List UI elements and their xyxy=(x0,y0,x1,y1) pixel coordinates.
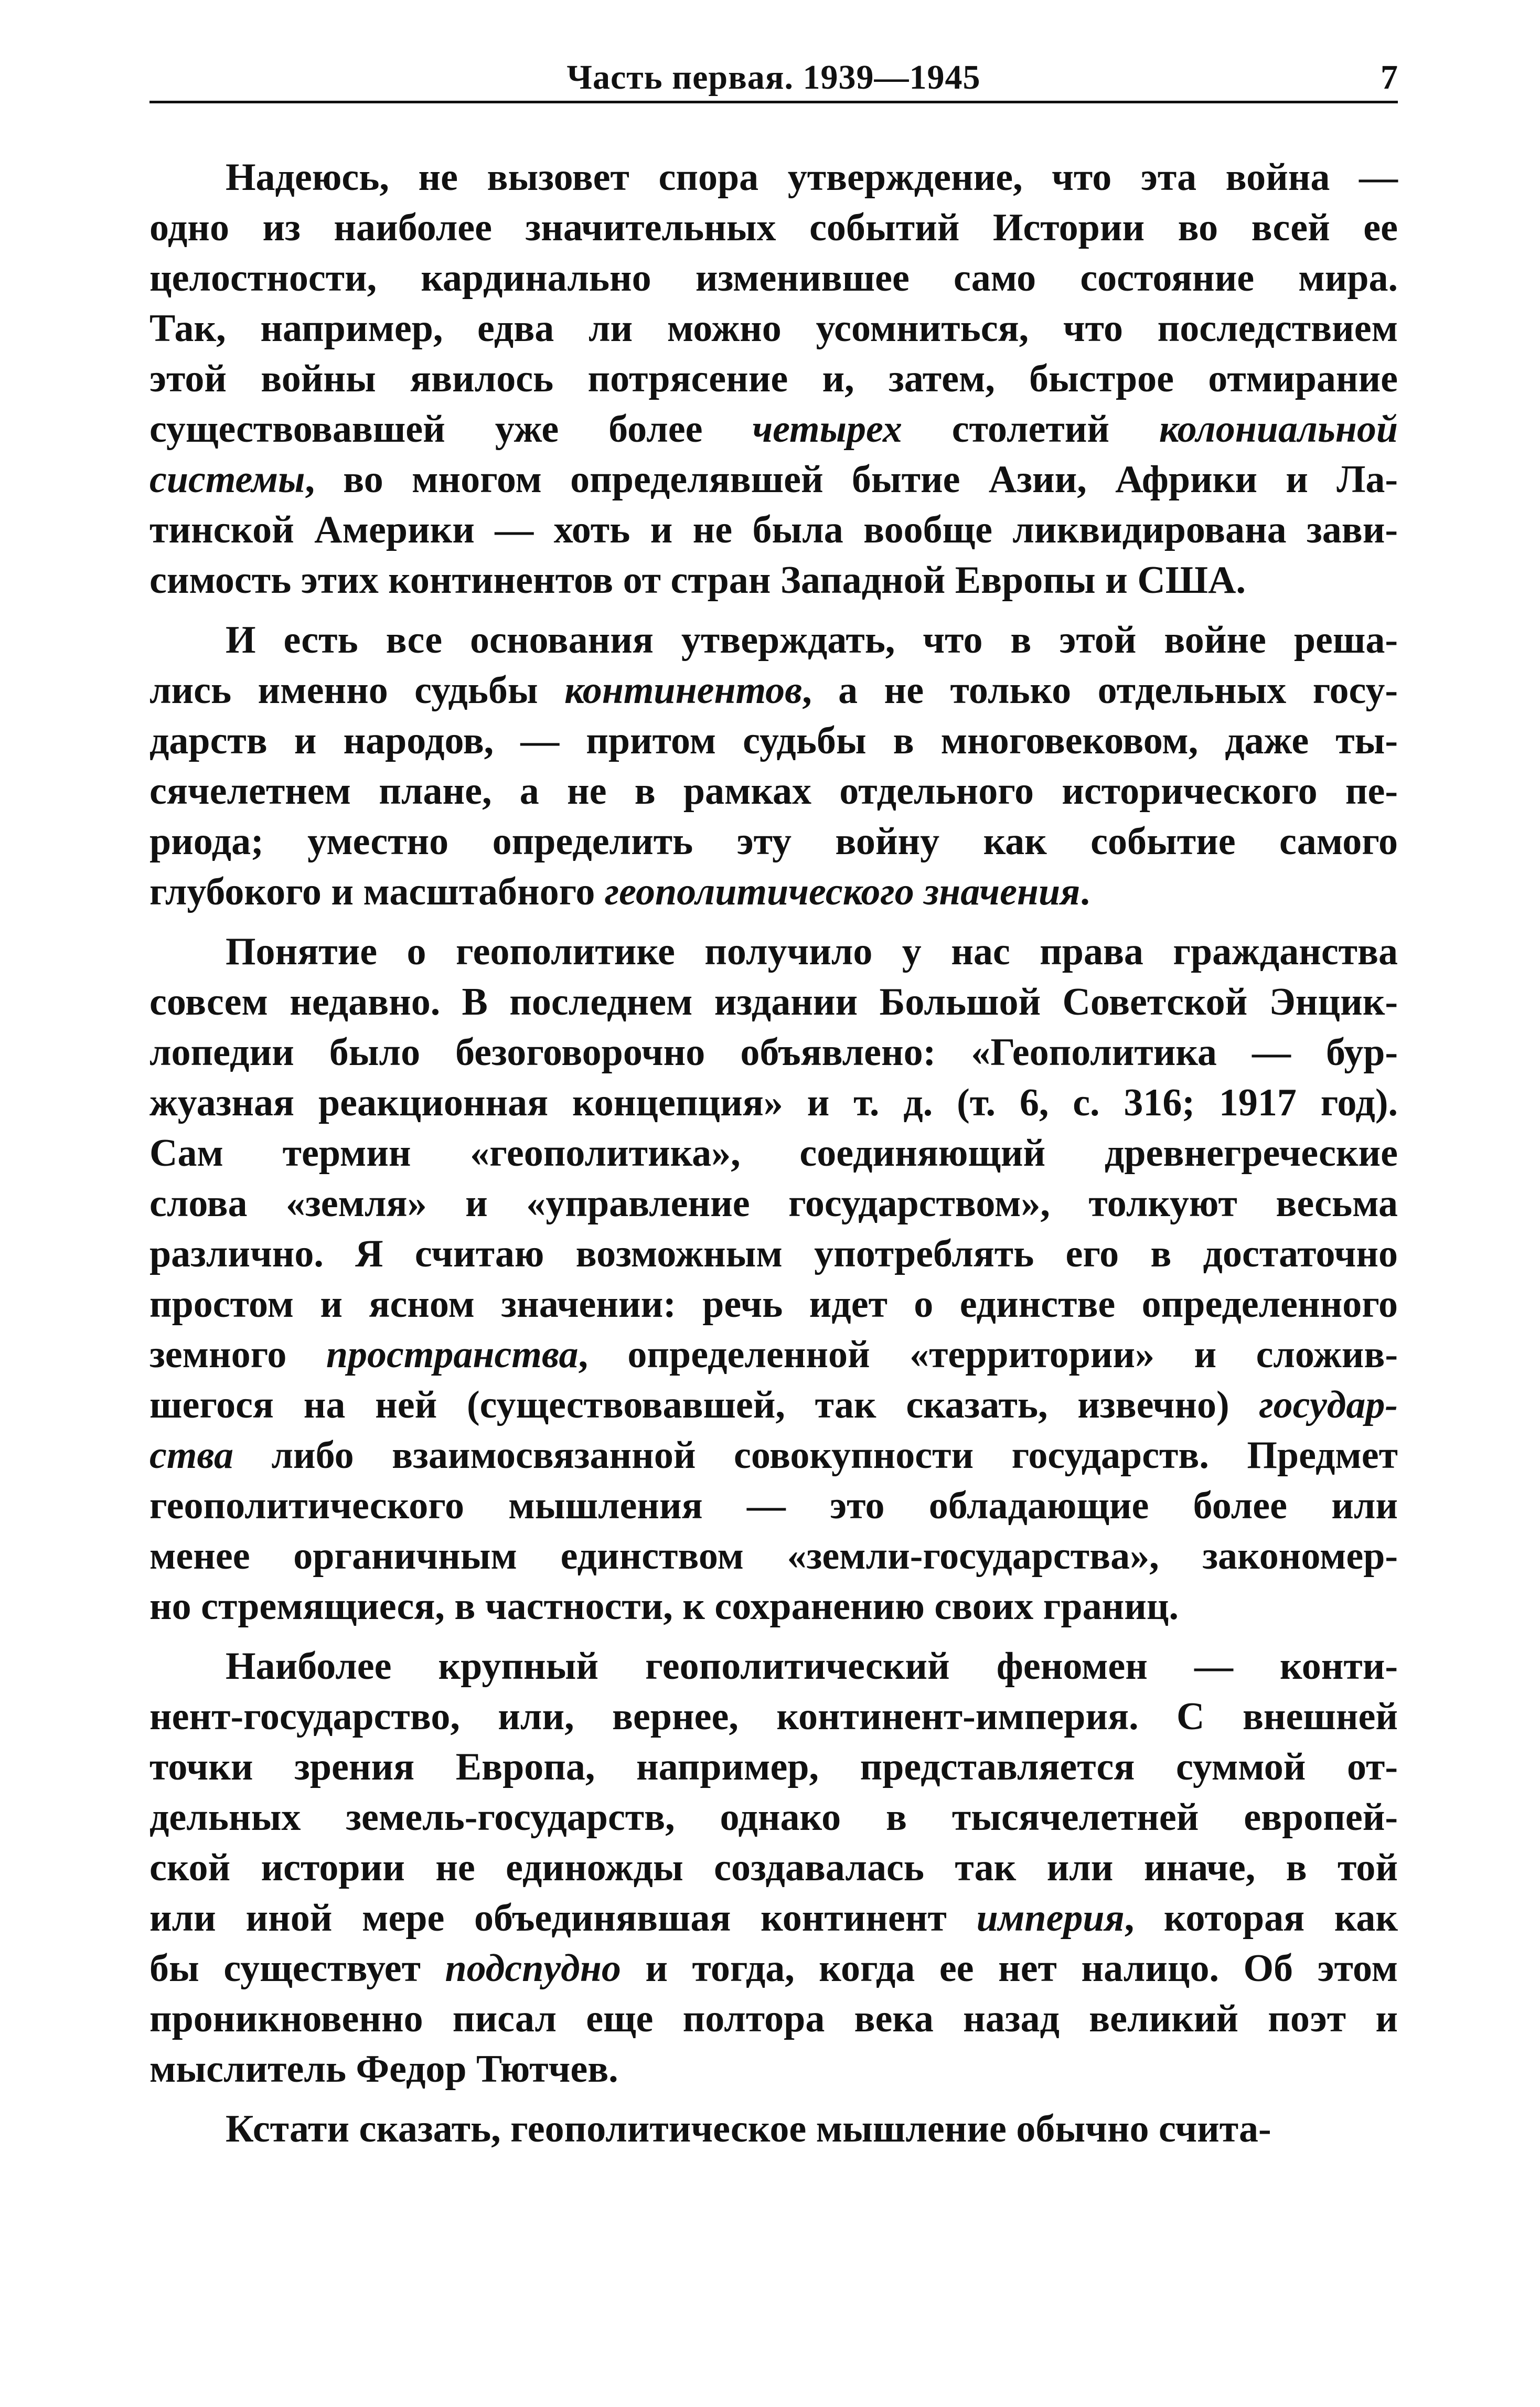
text-segment: точки зрения Европа, например, представляется суммой от- xyxy=(149,1745,1398,1788)
text-segment: и тогда, когда ее нет налицо. Об этом xyxy=(621,1947,1398,1990)
text-line xyxy=(149,1279,1398,1329)
text-segment: Наиболее крупный геополитический феномен — конти- xyxy=(226,1645,1398,1688)
running-title: Часть первая. 1939—1945 xyxy=(566,58,981,97)
text-line xyxy=(149,1178,1398,1229)
text-segment: или иной мере объединявшая континент xyxy=(149,1897,977,1940)
text-segment: сячелетнем плане, а не в рамках отдельного исторического пе- xyxy=(149,770,1398,813)
text-line xyxy=(149,1742,1398,1792)
italic-text: четырех xyxy=(752,408,902,451)
text-segment: . xyxy=(1080,870,1090,913)
text-line xyxy=(149,354,1398,404)
text-segment: ской истории не единожды создавалась так или иначе, в той xyxy=(149,1846,1398,1889)
paragraph xyxy=(149,926,1398,1632)
text-line xyxy=(149,926,1398,977)
text-segment: лопедии было безоговорочно объявлено: «Геополитика — бур- xyxy=(149,1031,1398,1074)
text-line xyxy=(149,1943,1398,1994)
text-line xyxy=(149,1329,1398,1380)
text-segment: Надеюсь, не вызовет спора утверждение, что эта война — xyxy=(226,156,1398,199)
text-segment: , а не только отдельных госу- xyxy=(802,669,1398,712)
text-line xyxy=(149,555,1398,605)
italic-text: системы xyxy=(149,458,305,501)
text-segment: риода; уместно определить эту войну как событие самого xyxy=(149,820,1398,863)
text-segment: тинской Америки — хоть и не была вообще ликвидирована зави- xyxy=(149,508,1398,551)
text-line xyxy=(149,1691,1398,1742)
text-line xyxy=(149,1792,1398,1842)
text-segment: различно. Я считаю возможным употреблять его в достаточно xyxy=(149,1232,1398,1275)
text-segment: Так, например, едва ли можно усомниться, что последствием xyxy=(149,307,1398,350)
text-segment: столетий xyxy=(902,408,1159,451)
text-segment: существовавшей уже более xyxy=(149,408,753,451)
text-segment: Кстати сказать, геополитическое мышление обычно счита- xyxy=(226,2107,1271,2150)
text-segment: Понятие о геополитике получило у нас права гражданства xyxy=(226,930,1398,973)
text-segment: шегося на ней (существовавшей, так сказать, извечно) xyxy=(149,1383,1259,1426)
text-segment: либо взаимосвязанной совокупности государств. Предмет xyxy=(233,1434,1398,1477)
text-line xyxy=(149,716,1398,766)
text-segment: простом и ясном значении: речь идет о единстве определенного xyxy=(149,1283,1398,1326)
text-line xyxy=(149,1581,1398,1632)
text-line xyxy=(149,1078,1398,1128)
text-line xyxy=(149,1027,1398,1078)
text-line xyxy=(149,253,1398,303)
text-segment: совсем недавно. В последнем издании Большой Советской Энцик- xyxy=(149,981,1398,1024)
italic-text: ства xyxy=(149,1434,233,1477)
text-segment: Сам термин «геополитика», соединяющий древнегреческие xyxy=(149,1132,1398,1175)
text-line xyxy=(149,2104,1398,2154)
italic-text: колониальной xyxy=(1159,408,1398,451)
text-line xyxy=(149,1128,1398,1178)
text-segment: проникновенно писал еще полтора века назад великий поэт и xyxy=(149,1997,1398,2040)
text-segment: лись именно судьбы xyxy=(149,669,565,712)
text-line xyxy=(149,867,1398,917)
running-header xyxy=(149,52,1398,103)
text-line xyxy=(149,303,1398,354)
page-number: 7 xyxy=(1381,58,1398,97)
text-segment: целостности, кардинально изменившее само состояние мира. xyxy=(149,257,1398,300)
text-segment: дарств и народов, — притом судьбы в многовековом, даже ты- xyxy=(149,719,1398,762)
text-segment: менее органичным единством «земли-государства», закономер- xyxy=(149,1535,1398,1578)
paragraph xyxy=(149,152,1398,605)
italic-text: геополитического значения xyxy=(604,870,1081,913)
text-line xyxy=(149,152,1398,203)
text-line xyxy=(149,665,1398,716)
italic-text: государ- xyxy=(1259,1383,1398,1426)
text-line xyxy=(149,404,1398,454)
text-segment: жуазная реакционная концепция» и т. д. (т. 6, с. 316; 1917 год). xyxy=(149,1081,1398,1124)
text-line xyxy=(149,1229,1398,1279)
paragraph xyxy=(149,2104,1398,2154)
text-line xyxy=(149,1641,1398,1691)
text-segment: дельных земель-государств, однако в тысячелетней европей- xyxy=(149,1796,1398,1839)
text-line xyxy=(149,977,1398,1027)
body-text xyxy=(149,152,1398,2164)
text-segment: , которая как xyxy=(1124,1897,1398,1940)
text-segment: геополитического мышления — это обладающие более или xyxy=(149,1484,1398,1527)
text-line xyxy=(149,203,1398,253)
text-segment: , определенной «территории» и сложив- xyxy=(578,1333,1398,1376)
text-line xyxy=(149,505,1398,555)
italic-text: империя xyxy=(976,1897,1125,1940)
text-segment: , во многом определявшей бытие Азии, Африки и Ла- xyxy=(305,458,1398,501)
text-segment: слова «земля» и «управление государством», толкуют весьма xyxy=(149,1182,1398,1225)
text-line xyxy=(149,766,1398,816)
text-line xyxy=(149,816,1398,867)
italic-text: подспудно xyxy=(445,1947,621,1990)
text-segment: бы существует xyxy=(149,1947,445,1990)
text-segment: симость этих континентов от стран Западной Европы и США. xyxy=(149,559,1246,602)
text-line xyxy=(149,1893,1398,1943)
text-segment: глубокого и масштабного xyxy=(149,870,605,913)
text-line xyxy=(149,2044,1398,2094)
text-line xyxy=(149,1380,1398,1430)
text-line xyxy=(149,1430,1398,1481)
italic-text: континентов xyxy=(564,669,803,712)
text-line xyxy=(149,1994,1398,2044)
italic-text: пространства xyxy=(326,1333,579,1376)
text-segment: мыслитель Федор Тютчев. xyxy=(149,2048,618,2091)
paragraph xyxy=(149,1641,1398,2094)
text-segment: земного xyxy=(149,1333,326,1376)
text-segment: но стремящиеся, в частности, к сохранению своих границ. xyxy=(149,1585,1179,1628)
text-segment: одно из наиболее значительных событий Истории во всей ее xyxy=(149,206,1398,249)
text-line xyxy=(149,1531,1398,1581)
paragraph xyxy=(149,615,1398,917)
text-line xyxy=(149,1481,1398,1531)
text-line xyxy=(149,454,1398,505)
text-line xyxy=(149,1842,1398,1893)
text-segment: этой войны явилось потрясение и, затем, быстрое отмирание xyxy=(149,357,1398,400)
text-segment: нент-государство, или, вернее, континент-империя. С внешней xyxy=(149,1695,1398,1738)
text-line xyxy=(149,615,1398,665)
text-segment: И есть все основания утверждать, что в этой войне реша- xyxy=(226,619,1398,662)
